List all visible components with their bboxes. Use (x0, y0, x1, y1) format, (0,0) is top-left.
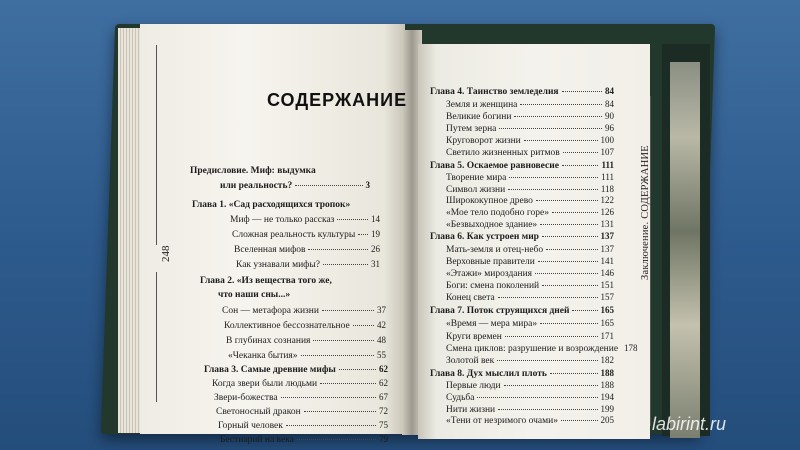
toc-section-entry (446, 331, 614, 342)
toc-entry-title: Глава 1. «Сад расходящихся тропок» (192, 200, 351, 210)
toc-page-number: 72 (379, 406, 388, 416)
toc-section-entry (446, 256, 614, 267)
toc-entry-title: Горный человек (218, 421, 283, 431)
toc-leader-dots (308, 249, 368, 250)
toc-leader-dots (477, 397, 597, 398)
toc-leader-dots (538, 261, 598, 262)
toc-entry-title: Вселенная мифов (234, 245, 306, 255)
toc-entry-title: Предисловие. Миф: выдумка (190, 166, 316, 176)
toc-page-number: 84 (605, 86, 614, 96)
toc-chapter-entry (430, 231, 614, 242)
toc-section-entry (446, 268, 614, 279)
toc-chapter-entry (204, 364, 388, 375)
watermark: labirint.ru (652, 414, 727, 434)
toc-section-entry (446, 135, 614, 146)
toc-page-number: 165 (600, 318, 614, 328)
toc-section-entry (446, 147, 614, 158)
toc-section-entry (212, 378, 388, 389)
left-margin-rule-lower (156, 272, 157, 402)
toc-leader-dots (297, 439, 376, 440)
toc-entry-title: Золотой век (446, 356, 495, 366)
toc-section-entry (446, 184, 614, 195)
toc-leader-dots (498, 297, 598, 298)
toc-entry-title: Глава 3. Самые древние мифы (204, 365, 336, 375)
toc-entry-title: Великие богини (446, 112, 512, 122)
toc-leader-dots (535, 273, 597, 274)
toc-section-entry (234, 244, 380, 255)
toc-leader-dots (337, 219, 368, 220)
toc-page-number: 48 (377, 335, 386, 345)
toc-entry-title: что наши сны...» (218, 290, 291, 300)
toc-chapter-entry (190, 166, 370, 176)
toc-entry-title: Боги: смена поколений (446, 281, 540, 291)
toc-leader-dots (504, 385, 598, 386)
toc-section-entry (222, 305, 386, 316)
toc-leader-dots (322, 310, 374, 311)
toc-entry-title: «Безвыходное здание» (446, 220, 538, 230)
toc-leader-dots (339, 369, 376, 370)
toc-page-number: 146 (600, 268, 614, 278)
toc-page-number: 42 (377, 320, 386, 330)
toc-page-number: 55 (377, 350, 386, 360)
toc-entry-title: Круги времен (446, 332, 502, 342)
toc-leader-dots (550, 373, 598, 374)
toc-page-number: 178 (624, 343, 638, 353)
toc-entry-title: Путем зерна (446, 124, 497, 134)
toc-chapter-entry (430, 368, 614, 379)
toc-page-number: 157 (600, 292, 614, 302)
toc-entry-title: Глава 4. Таинство земледелия (430, 87, 559, 97)
toc-section-entry (230, 214, 380, 225)
toc-leader-dots (286, 425, 376, 426)
toc-page-number: 75 (379, 420, 388, 430)
toc-entry-title: Глава 5. Оскаемое равновесие (430, 161, 559, 171)
toc-entry-title: Творение мира (446, 173, 507, 183)
toc-page-number: 188 (600, 368, 614, 378)
toc-entry-title: Коллективное бессознательное (224, 321, 350, 331)
toc-leader-dots (505, 336, 598, 337)
left-page-folio: 248 (160, 245, 172, 262)
toc-page-number: 118 (600, 184, 614, 194)
toc-section-entry (446, 318, 614, 329)
toc-section-entry (220, 434, 388, 445)
toc-entry-title: Звери-божества (214, 393, 278, 403)
toc-leader-dots (540, 323, 597, 324)
toc-section-entry (226, 335, 386, 346)
toc-leader-dots (509, 177, 598, 178)
toc-chapter-entry (430, 160, 614, 171)
toc-section-entry (446, 207, 614, 218)
toc-page-number: 151 (600, 280, 614, 290)
toc-entry-title: Конец света (446, 293, 495, 303)
toc-entry-title: Ширококупное древо (446, 196, 533, 206)
toc-leader-dots (304, 411, 376, 412)
toc-entry-title: В глубинах сознания (226, 336, 311, 346)
toc-section-entry (236, 259, 380, 270)
toc-page-number: 26 (371, 244, 380, 254)
toc-section-entry (446, 404, 614, 415)
toc-leader-dots (313, 340, 374, 341)
toc-section-entry (224, 320, 386, 331)
toc-entry-title: Нити жизни (446, 405, 496, 415)
toc-title: СОДЕРЖАНИЕ (267, 90, 408, 110)
toc-entry-title: Смена циклов: разрушение и возрождение (446, 344, 619, 354)
toc-leader-dots (498, 409, 597, 410)
toc-leader-dots (281, 397, 376, 398)
toc-section-entry (216, 406, 388, 417)
toc-page-number: 62 (379, 378, 388, 388)
toc-entry-title: Бестиарий на века (220, 435, 294, 445)
toc-page-number: 165 (600, 305, 614, 315)
toc-leader-dots (546, 249, 597, 250)
toc-page-number: 107 (600, 147, 614, 157)
toc-section-entry (446, 244, 614, 255)
toc-leader-dots (301, 355, 374, 356)
toc-section-entry (446, 219, 614, 230)
toc-page-number: 126 (600, 207, 614, 217)
toc-leader-dots (524, 140, 598, 141)
toc-page-number: 171 (600, 331, 614, 341)
toc-page-number: 131 (600, 219, 614, 229)
toc-page-number: 205 (600, 415, 614, 425)
toc-entry-title: «Этажи» мироздания (446, 269, 533, 279)
toc-entry-title: Глава 2. «Из вещества того же, (200, 276, 332, 286)
toc-section-entry (446, 392, 614, 403)
toc-page-number: 182 (600, 355, 614, 365)
toc-entry-title: Глава 6. Как устроен мир (430, 232, 539, 242)
toc-leader-dots (358, 234, 368, 235)
toc-chapter-entry (192, 200, 382, 210)
toc-chapter-entry (430, 86, 614, 97)
toc-leader-dots (536, 200, 598, 201)
toc-page-number: 37 (377, 305, 386, 315)
toc-leader-dots (499, 128, 602, 129)
toc-leader-dots (320, 383, 376, 384)
toc-leader-dots (561, 420, 598, 421)
toc-section-entry (218, 420, 388, 431)
toc-entry-title: «Чеканка бытия» (228, 351, 298, 361)
toc-entry-title: Глава 8. Дух мыслил плоть (430, 369, 547, 379)
toc-entry-title: Символ жизни (446, 185, 506, 195)
toc-section-entry (446, 195, 614, 206)
toc-page-number: 100 (600, 135, 614, 145)
toc-section-entry (228, 350, 386, 361)
toc-entry-title: Как узнавали мифы? (236, 260, 320, 270)
toc-page-number: 111 (601, 160, 614, 170)
toc-section-entry (446, 343, 638, 354)
toc-page-number: 137 (600, 231, 614, 241)
toc-chapter-entry (220, 180, 370, 191)
toc-leader-dots (508, 189, 598, 190)
toc-section-entry (446, 99, 614, 110)
toc-page-number: 79 (379, 434, 388, 444)
toc-chapter-entry (200, 276, 384, 286)
toc-leader-dots (562, 91, 602, 92)
bookmark-strip (670, 62, 700, 438)
toc-page-number: 122 (600, 195, 614, 205)
toc-entry-title: Судьба (446, 393, 475, 403)
toc-section-entry (446, 355, 614, 366)
toc-entry-title: или реальность? (220, 181, 293, 191)
toc-entry-title: Миф — не только рассказ (230, 215, 335, 225)
toc-page-number: 3 (365, 180, 370, 190)
toc-page-number: 62 (379, 364, 388, 374)
toc-entry-title: Первые люди (446, 381, 501, 391)
toc-entry-title: Земля и женщина (446, 100, 518, 110)
toc-entry-title: «Тени от незримого очами» (446, 416, 558, 426)
toc-section-entry (446, 380, 614, 391)
toc-leader-dots (572, 310, 597, 311)
toc-chapter-entry (430, 305, 614, 316)
toc-entry-title: Верховные правители (446, 257, 535, 267)
toc-leader-dots (542, 236, 598, 237)
toc-entry-title: Круговорот жизни (446, 136, 521, 146)
toc-entry-title: Светоносный дракон (216, 407, 301, 417)
toc-page-number: 84 (605, 99, 614, 109)
toc-chapter-entry (218, 290, 384, 300)
toc-entry-title: Светило жизненных ритмов (446, 148, 560, 158)
toc-section-entry (446, 172, 614, 183)
toc-section-entry (446, 292, 614, 303)
toc-page-number: 14 (371, 214, 380, 224)
toc-page-number: 194 (600, 392, 614, 402)
toc-page-number: 137 (600, 244, 614, 254)
toc-leader-dots (497, 360, 597, 361)
toc-section-entry (446, 123, 614, 134)
toc-section-entry (214, 392, 388, 403)
toc-page-number: 141 (600, 256, 614, 266)
toc-section-entry (446, 111, 614, 122)
toc-leader-dots (353, 325, 374, 326)
toc-leader-dots (295, 185, 362, 186)
toc-leader-dots (514, 116, 602, 117)
toc-leader-dots (520, 104, 602, 105)
toc-section-entry (446, 415, 614, 426)
toc-page-number: 67 (379, 392, 388, 402)
left-margin-rule (156, 45, 157, 245)
toc-leader-dots (323, 264, 368, 265)
toc-leader-dots (542, 285, 597, 286)
toc-leader-dots (552, 212, 598, 213)
toc-entry-title: Мать-земля и отец-небо (446, 245, 544, 255)
toc-entry-title: «Мое тело подобно горе» (446, 208, 549, 218)
toc-page-number: 31 (371, 259, 380, 269)
toc-entry-title: Глава 7. Поток струящихся дней (430, 306, 570, 316)
toc-section-entry (232, 229, 380, 240)
toc-leader-dots (540, 224, 597, 225)
toc-leader-dots (562, 165, 599, 166)
toc-page-number: 188 (600, 380, 614, 390)
toc-page-number: 96 (605, 123, 614, 133)
right-running-head: Заключение. СОДЕРЖАНИЕ (640, 145, 651, 280)
toc-entry-title: Сон — метафора жизни (222, 306, 319, 316)
toc-page-number: 111 (601, 172, 614, 182)
toc-leader-dots (563, 152, 598, 153)
toc-page-number: 90 (605, 111, 614, 121)
toc-section-entry (446, 280, 614, 291)
toc-entry-title: Сложная реальность культуры (232, 230, 356, 240)
toc-page-number: 19 (371, 229, 380, 239)
toc-page-number: 199 (600, 404, 614, 414)
toc-entry-title: «Время — мера мира» (446, 319, 538, 329)
toc-entry-title: Когда звери были людьми (212, 379, 318, 389)
